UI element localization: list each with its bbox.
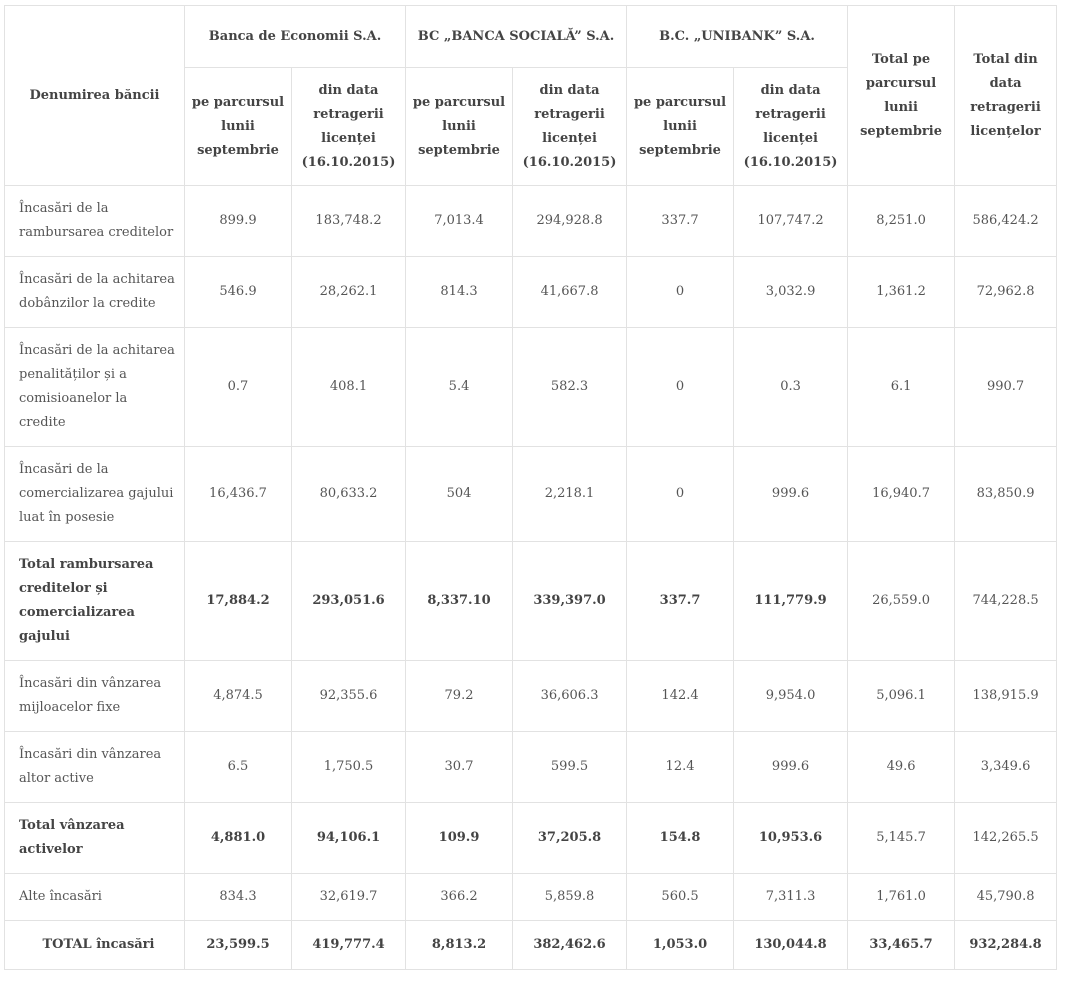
table-row [5, 874, 1057, 921]
table-row [5, 732, 1057, 803]
table-row [5, 803, 1057, 874]
value-cell: 0 [627, 447, 734, 542]
value-cell: 408.1 [292, 328, 406, 447]
value-cell: 419,777.4 [292, 921, 406, 970]
value-cell: 744,228.5 [955, 542, 1057, 661]
value-cell: 899.9 [185, 186, 292, 257]
value-cell: 5,859.8 [513, 874, 627, 921]
value-cell: 111,779.9 [734, 542, 848, 661]
value-cell: 16,436.7 [185, 447, 292, 542]
table-row [5, 186, 1057, 257]
value-cell: 339,397.0 [513, 542, 627, 661]
bank-receipts-table [4, 5, 1057, 970]
value-cell: 49.6 [848, 732, 955, 803]
value-cell: 586,424.2 [955, 186, 1057, 257]
table-row [5, 257, 1057, 328]
value-cell: 26,559.0 [848, 542, 955, 661]
value-cell: 154.8 [627, 803, 734, 874]
value-cell: 33,465.7 [848, 921, 955, 970]
header-row-banks [5, 6, 1057, 68]
value-cell: 80,633.2 [292, 447, 406, 542]
table-row [5, 447, 1057, 542]
value-cell: 10,953.6 [734, 803, 848, 874]
value-cell: 5,145.7 [848, 803, 955, 874]
header-bank-name: Denumirea băncii [5, 6, 185, 186]
value-cell: 5.4 [406, 328, 513, 447]
value-cell: 999.6 [734, 447, 848, 542]
value-cell: 8,337.10 [406, 542, 513, 661]
header-total-month: Total pe parcursul lunii septembrie [848, 6, 955, 186]
row-label: Încasări din vânzarea altor active [5, 732, 185, 803]
value-cell: 0 [627, 328, 734, 447]
value-cell: 2,218.1 [513, 447, 627, 542]
value-cell: 3,032.9 [734, 257, 848, 328]
value-cell: 142.4 [627, 661, 734, 732]
header-license: din data retragerii licenței (16.10.2015) [513, 68, 627, 186]
value-cell: 32,619.7 [292, 874, 406, 921]
value-cell: 28,262.1 [292, 257, 406, 328]
value-cell: 183,748.2 [292, 186, 406, 257]
value-cell: 834.3 [185, 874, 292, 921]
header-month: pe parcursul lunii septembrie [185, 68, 292, 186]
header-month: pe parcursul lunii septembrie [627, 68, 734, 186]
value-cell: 6.1 [848, 328, 955, 447]
row-label: Alte încasări [5, 874, 185, 921]
value-cell: 142,265.5 [955, 803, 1057, 874]
row-label: Încasări de la comercializarea gajului luat în posesie [5, 447, 185, 542]
header-bank-economii: Banca de Economii S.A. [185, 6, 406, 68]
value-cell: 3,349.6 [955, 732, 1057, 803]
value-cell: 7,311.3 [734, 874, 848, 921]
row-label: Încasări de la achitarea penalităților și a comisioanelor la credite [5, 328, 185, 447]
value-cell: 504 [406, 447, 513, 542]
value-cell: 932,284.8 [955, 921, 1057, 970]
value-cell: 366.2 [406, 874, 513, 921]
value-cell: 582.3 [513, 328, 627, 447]
value-cell: 814.3 [406, 257, 513, 328]
header-bank-sociala: BC „BANCA SOCIALĂ” S.A. [406, 6, 627, 68]
table-body [5, 186, 1057, 970]
value-cell: 36,606.3 [513, 661, 627, 732]
value-cell: 109.9 [406, 803, 513, 874]
value-cell: 94,106.1 [292, 803, 406, 874]
row-label: Total rambursarea creditelor și comercializarea gajului [5, 542, 185, 661]
value-cell: 5,096.1 [848, 661, 955, 732]
row-label: Încasări de la achitarea dobânzilor la credite [5, 257, 185, 328]
value-cell: 0.7 [185, 328, 292, 447]
table-row [5, 542, 1057, 661]
value-cell: 45,790.8 [955, 874, 1057, 921]
value-cell: 9,954.0 [734, 661, 848, 732]
value-cell: 294,928.8 [513, 186, 627, 257]
value-cell: 107,747.2 [734, 186, 848, 257]
header-license: din data retragerii licenței (16.10.2015) [734, 68, 848, 186]
value-cell: 999.6 [734, 732, 848, 803]
value-cell: 1,361.2 [848, 257, 955, 328]
value-cell: 546.9 [185, 257, 292, 328]
value-cell: 4,874.5 [185, 661, 292, 732]
value-cell: 0 [627, 257, 734, 328]
value-cell: 37,205.8 [513, 803, 627, 874]
table-row [5, 328, 1057, 447]
value-cell: 293,051.6 [292, 542, 406, 661]
value-cell: 79.2 [406, 661, 513, 732]
row-label: Încasări de la rambursarea creditelor [5, 186, 185, 257]
row-label: Încasări din vânzarea mijloacelor fixe [5, 661, 185, 732]
value-cell: 8,813.2 [406, 921, 513, 970]
value-cell: 1,761.0 [848, 874, 955, 921]
value-cell: 599.5 [513, 732, 627, 803]
value-cell: 6.5 [185, 732, 292, 803]
value-cell: 130,044.8 [734, 921, 848, 970]
value-cell: 92,355.6 [292, 661, 406, 732]
value-cell: 138,915.9 [955, 661, 1057, 732]
value-cell: 337.7 [627, 186, 734, 257]
value-cell: 72,962.8 [955, 257, 1057, 328]
value-cell: 337.7 [627, 542, 734, 661]
value-cell: 7,013.4 [406, 186, 513, 257]
value-cell: 41,667.8 [513, 257, 627, 328]
value-cell: 0.3 [734, 328, 848, 447]
value-cell: 30.7 [406, 732, 513, 803]
value-cell: 4,881.0 [185, 803, 292, 874]
value-cell: 990.7 [955, 328, 1057, 447]
table-row [5, 921, 1057, 970]
value-cell: 1,750.5 [292, 732, 406, 803]
value-cell: 23,599.5 [185, 921, 292, 970]
table-row [5, 661, 1057, 732]
value-cell: 382,462.6 [513, 921, 627, 970]
value-cell: 12.4 [627, 732, 734, 803]
value-cell: 17,884.2 [185, 542, 292, 661]
header-license: din data retragerii licenței (16.10.2015) [292, 68, 406, 186]
row-label: TOTAL încasări [5, 921, 185, 970]
value-cell: 8,251.0 [848, 186, 955, 257]
value-cell: 83,850.9 [955, 447, 1057, 542]
value-cell: 1,053.0 [627, 921, 734, 970]
header-month: pe parcursul lunii septembrie [406, 68, 513, 186]
row-label: Total vânzarea activelor [5, 803, 185, 874]
header-bank-unibank: B.C. „UNIBANK” S.A. [627, 6, 848, 68]
value-cell: 16,940.7 [848, 447, 955, 542]
header-total-license: Total din data retragerii licențelor [955, 6, 1057, 186]
value-cell: 560.5 [627, 874, 734, 921]
